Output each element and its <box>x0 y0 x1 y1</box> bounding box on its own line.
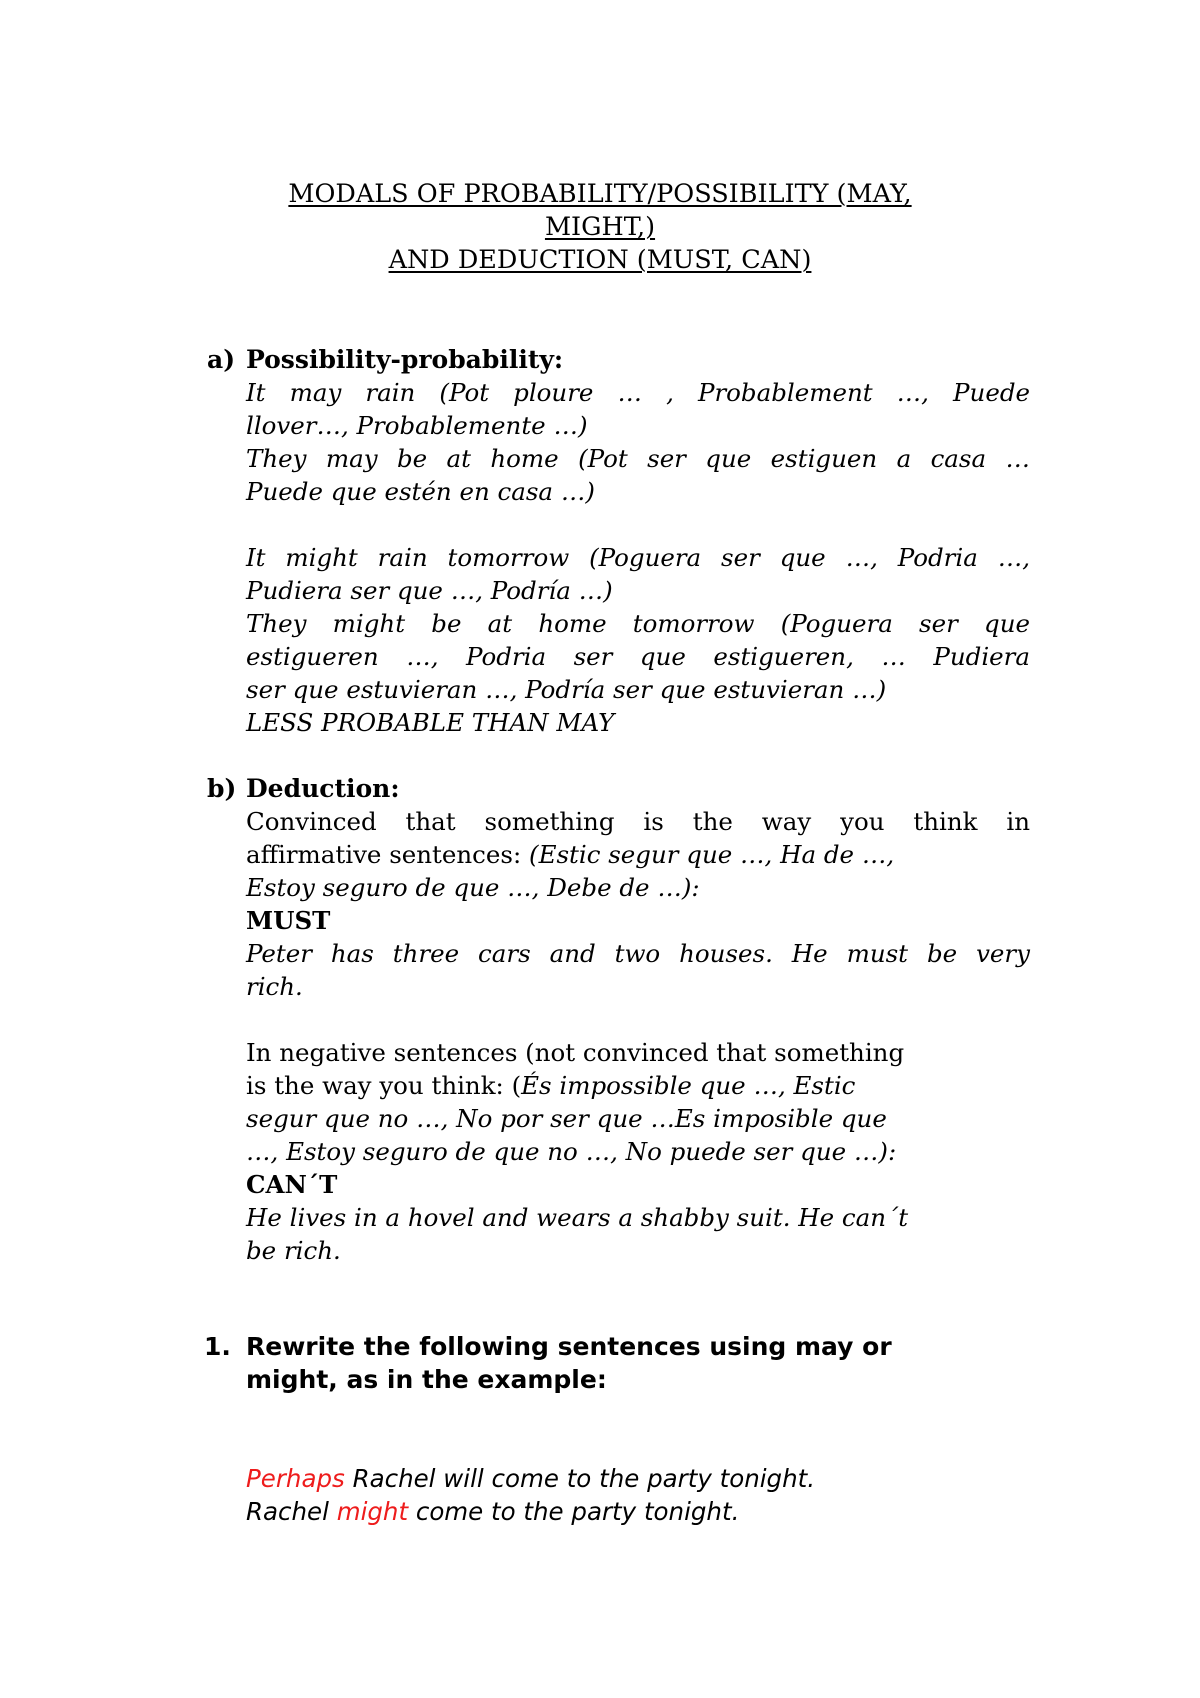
must-example: Peter has three cars and two houses. He must be very <box>246 939 1030 968</box>
must-keyword: MUST <box>246 906 331 935</box>
page-title <box>200 178 1000 277</box>
cant-example: be rich. <box>246 1236 341 1265</box>
negative-line: segur que no …, No por ser que …Es imposible que <box>246 1104 887 1133</box>
example-sentence-original <box>246 1462 815 1495</box>
section-b-heading: Deduction: <box>246 774 400 803</box>
section-a-label: a) <box>207 345 236 374</box>
title-line-1: MODALS OF PROBABILITY/POSSIBILITY (MAY, <box>288 179 912 209</box>
section-a-heading: Possibility-probability: <box>246 345 564 374</box>
deduction-affirmative-paragraph <box>246 805 1030 1003</box>
negative-line <box>246 1069 1030 1102</box>
deduction-negative-paragraph <box>246 1036 1030 1267</box>
may-line: It may rain (Pot ploure … , Probablement …, Puede <box>246 378 1030 407</box>
example-sentence-rewritten <box>246 1495 739 1528</box>
affirmative-line-translation: (Estic segur que …, Ha de …, <box>529 840 895 869</box>
example-text: Rachel <box>246 1497 337 1526</box>
might-line: estigueren …, Podria ser que estigueren, … Pudiera <box>246 642 1030 671</box>
affirmative-line: Estoy seguro de que …, Debe de …): <box>246 873 700 902</box>
negative-line: …, Estoy seguro de que no …, No puede ser que …): <box>246 1137 897 1166</box>
example-text: come to the party tonight. <box>408 1497 740 1526</box>
title-line-3: AND DEDUCTION (MUST, CAN) <box>388 245 812 275</box>
example-highlight-might: might <box>336 1497 409 1526</box>
section-a-may-paragraph <box>246 376 1030 508</box>
negative-line-translation: És impossible que …, Estic <box>521 1071 856 1100</box>
might-line: It might rain tomorrow (Poguera ser que …, Podria …, <box>246 543 1030 572</box>
negative-line: In negative sentences (not convinced that something <box>246 1038 905 1067</box>
cant-keyword: CAN´T <box>246 1170 338 1199</box>
must-example: rich. <box>246 972 303 1001</box>
instruction-line: might, as in the example: <box>246 1365 607 1394</box>
may-line: llover…, Probablemente …) <box>246 411 588 440</box>
exercise-instruction <box>246 1330 1026 1396</box>
example-highlight-perhaps: Perhaps <box>246 1464 345 1493</box>
cant-example: He lives in a hovel and wears a shabby suit. He can´t <box>246 1203 909 1232</box>
might-line: LESS PROBABLE THAN MAY <box>246 708 615 737</box>
may-line: They may be at home (Pot ser que estiguen a casa … <box>246 444 1030 473</box>
example-text: Rachel will come to the party tonight. <box>344 1464 816 1493</box>
might-line: ser que estuvieran …, Podría ser que estuvieran …) <box>246 675 887 704</box>
affirmative-line-text: affirmative sentences: <box>246 840 530 869</box>
exercise-number: 1. <box>204 1332 231 1361</box>
might-line: Pudiera ser que …, Podría …) <box>246 576 613 605</box>
section-a-might-paragraph <box>246 541 1030 739</box>
might-line: They might be at home tomorrow (Poguera ser que <box>246 609 1030 638</box>
instruction-line: Rewrite the following sentences using may or <box>246 1332 892 1361</box>
may-line: Puede que estén en casa …) <box>246 477 595 506</box>
section-b-label: b) <box>207 774 237 803</box>
affirmative-line <box>246 838 1030 871</box>
title-line-2: MIGHT,) <box>544 212 656 242</box>
affirmative-line: Convinced that something is the way you think in <box>246 807 1030 836</box>
negative-line-text: is the way you think: ( <box>246 1071 522 1100</box>
